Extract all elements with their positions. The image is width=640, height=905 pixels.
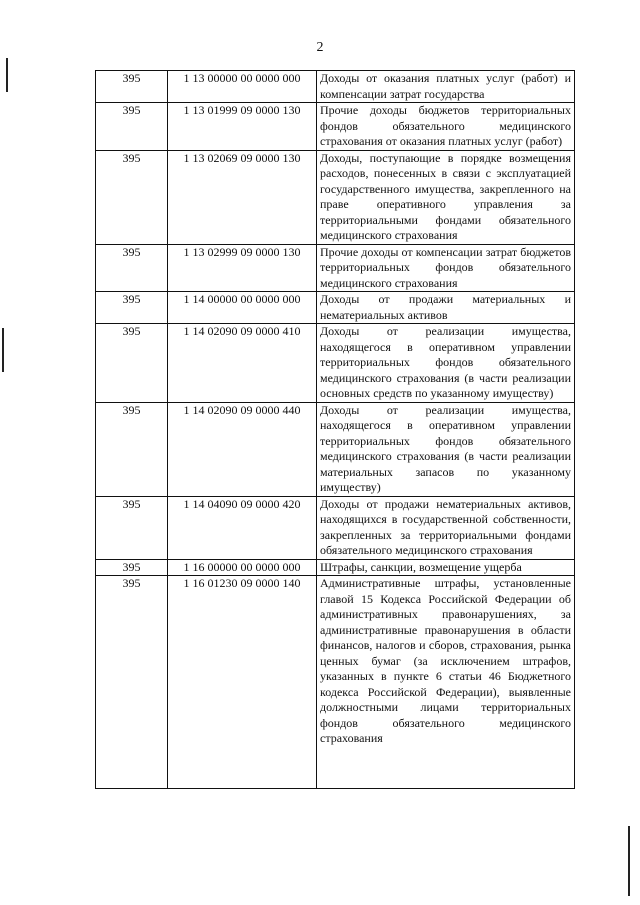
revenue-name-cell: Прочие доходы от компенсации затрат бюджетов территориальных фондов обязательного медицинского страхования (317, 244, 575, 292)
revenue-name-cell: Прочие доходы бюджетов территориальных фондов обязательного медицинского страхования от оказания платных услуг (работ) (317, 103, 575, 151)
budget-code-cell: 1 16 00000 00 0000 000 (168, 559, 317, 576)
table-row (96, 244, 575, 292)
table-row (96, 71, 575, 103)
admin-code-cell: 395 (96, 150, 168, 244)
revenue-codes-table (95, 70, 575, 789)
admin-code-cell: 395 (96, 103, 168, 151)
revenue-name-cell: Доходы, поступающие в порядке возмещения расходов, понесенных в связи с эксплуатацией государственного имущества, закрепленного на праве оперативного управления за территориальными фондами обязательного медицинского страхования (317, 150, 575, 244)
table-row (96, 103, 575, 151)
page-number: 2 (316, 40, 324, 55)
table-row (96, 496, 575, 559)
budget-code-cell: 1 13 02069 09 0000 130 (168, 150, 317, 244)
admin-code-cell: 395 (96, 324, 168, 403)
admin-code-cell: 395 (96, 402, 168, 496)
budget-code-cell: 1 16 01230 09 0000 140 (168, 576, 317, 789)
admin-code-cell: 395 (96, 559, 168, 576)
scan-edge-mark (628, 826, 630, 896)
revenue-name-cell: Доходы от продажи нематериальных активов, находящихся в государственной собственности, закрепленных за территориальными фондами обязательного медицинского страхования (317, 496, 575, 559)
table-row (96, 324, 575, 403)
revenue-name-cell: Доходы от оказания платных услуг (работ) и компенсации затрат государства (317, 71, 575, 103)
admin-code-cell: 395 (96, 576, 168, 789)
revenue-name-cell: Штрафы, санкции, возмещение ущерба (317, 559, 575, 576)
admin-code-cell: 395 (96, 292, 168, 324)
table-row (96, 576, 575, 789)
table-row (96, 150, 575, 244)
scan-edge-mark (2, 328, 4, 372)
admin-code-cell: 395 (96, 71, 168, 103)
revenue-name-cell: Доходы от продажи материальных и нематериальных активов (317, 292, 575, 324)
budget-code-cell: 1 13 02999 09 0000 130 (168, 244, 317, 292)
admin-code-cell: 395 (96, 496, 168, 559)
scan-edge-mark (6, 58, 8, 92)
budget-code-cell: 1 14 04090 09 0000 420 (168, 496, 317, 559)
revenue-name-cell: Доходы от реализации имущества, находящегося в оперативном управлении территориальных фондов обязательного медицинского страхования (в части реализации материальных запасов по указанному имуществу) (317, 402, 575, 496)
budget-code-cell: 1 13 00000 00 0000 000 (168, 71, 317, 103)
table-row (96, 292, 575, 324)
budget-code-cell: 1 14 02090 09 0000 410 (168, 324, 317, 403)
table-row (96, 402, 575, 496)
budget-code-cell: 1 13 01999 09 0000 130 (168, 103, 317, 151)
budget-code-cell: 1 14 02090 09 0000 440 (168, 402, 317, 496)
admin-code-cell: 395 (96, 244, 168, 292)
table-row (96, 559, 575, 576)
revenue-name-cell: Административные штрафы, установленные главой 15 Кодекса Российской Федерации об административных правонарушениях, за административные правонарушения в области финансов, налогов и сборов, страхования, рынка ценных бумаг (за исключением штрафов, указанных в пункте 6 статьи 46 Бюджетного кодекса Российской Федерации), выявленные должностными лицами территориальных фондов обязательного медицинского страхования (317, 576, 575, 789)
revenue-name-cell: Доходы от реализации имущества, находящегося в оперативном управлении территориальных фондов обязательного медицинского страхования (в части реализации основных средств по указанному имуществу) (317, 324, 575, 403)
budget-code-cell: 1 14 00000 00 0000 000 (168, 292, 317, 324)
